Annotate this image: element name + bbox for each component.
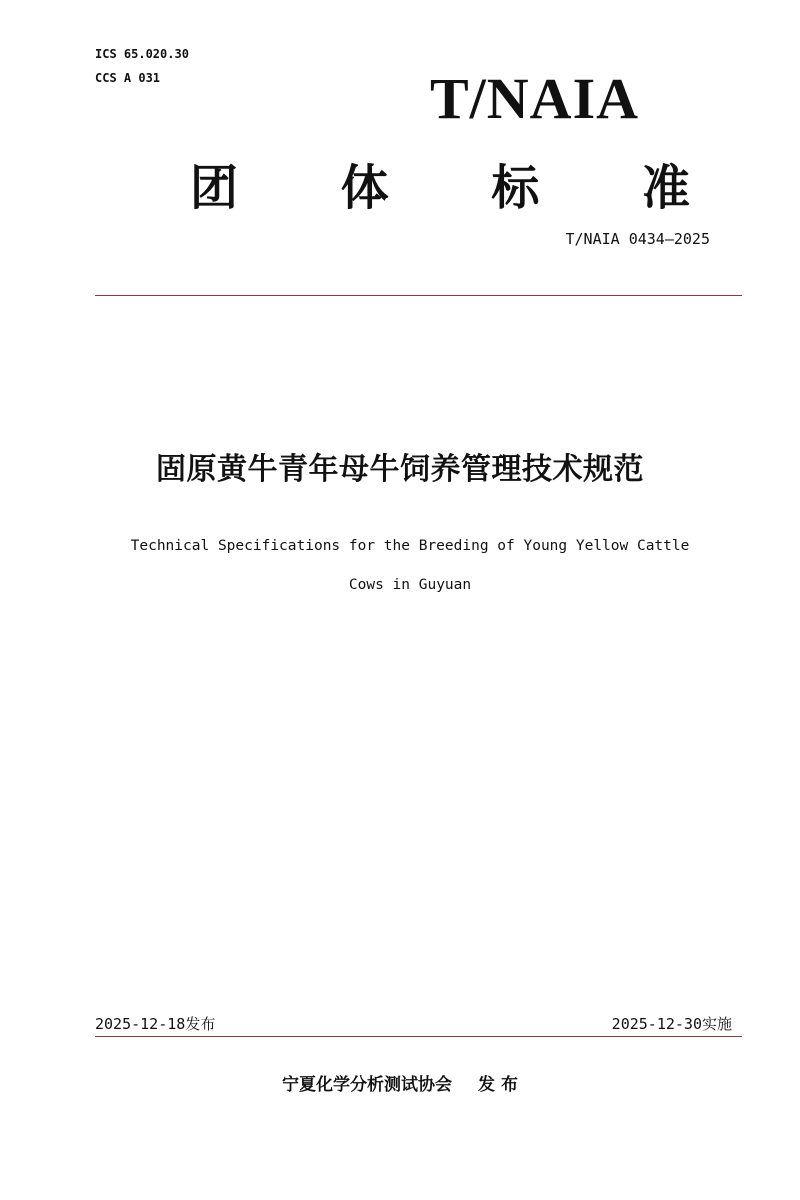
implementation-date-label: 实施: [701, 1015, 732, 1033]
release-date-label: 发布: [185, 1015, 216, 1033]
standard-brand: T/NAIA: [430, 66, 640, 131]
release-date: [95, 1012, 215, 1036]
standard-number: T/NAIA 0434—2025: [565, 230, 710, 248]
header-divider: [95, 295, 742, 296]
ccs-code: CCS A 031: [95, 71, 161, 85]
category-char-3: 标: [491, 160, 540, 216]
document-title-chinese: 固原黄牛青年母牛饲养管理技术规范: [156, 452, 644, 487]
ics-code: ICS 65.020.30: [95, 47, 189, 61]
document-title-english-line2: Cows in Guyuan: [348, 577, 472, 593]
category-char-2: 体: [340, 160, 389, 216]
standard-category: [190, 158, 690, 218]
classification-codes: [95, 42, 189, 90]
publisher: [0, 1072, 800, 1098]
publisher-name: 宁夏化学分析测试协会: [282, 1075, 453, 1095]
footer-divider: [95, 1036, 742, 1037]
category-char-4: 准: [641, 160, 690, 216]
category-char-1: 团: [190, 160, 239, 216]
document-title-english-line1: Technical Specifications for the Breeding of Young Yellow Cattle: [130, 538, 690, 554]
implementation-date-value: 2025-12-30: [611, 1015, 702, 1033]
implementation-date: [612, 1012, 732, 1036]
release-date-value: 2025-12-18: [95, 1015, 186, 1033]
publisher-action: 发 布: [478, 1075, 518, 1095]
